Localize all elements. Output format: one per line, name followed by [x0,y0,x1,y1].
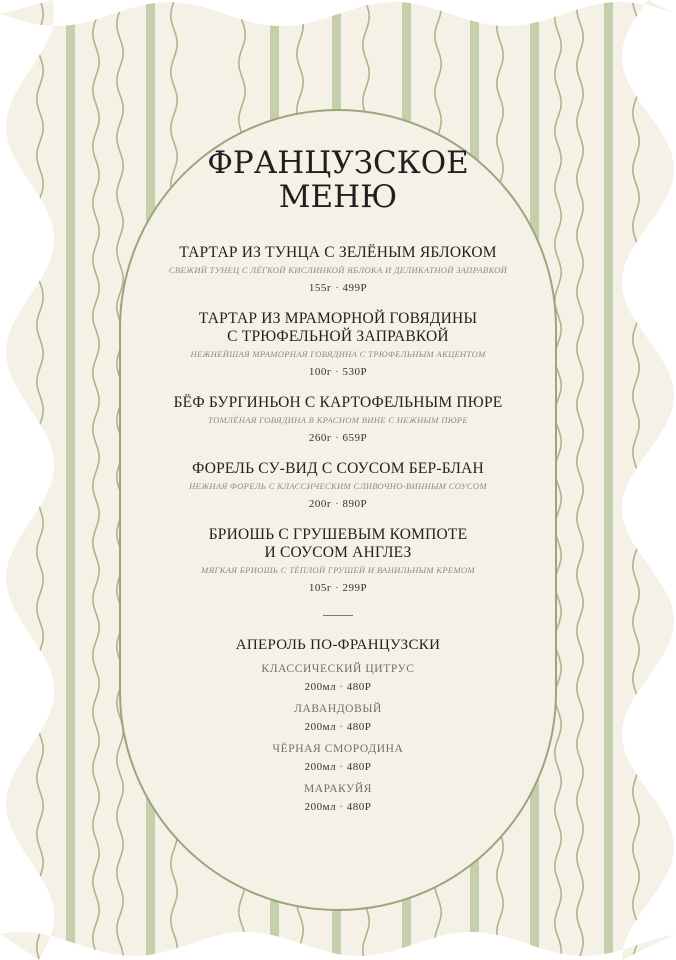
stripe-band [66,0,75,960]
dish-list [120,244,556,595]
meta-separator: · [336,681,347,693]
drink-volume-price [120,800,556,814]
dish-price: 499Р [342,282,368,294]
meta-separator: · [331,282,343,294]
dish-weight-price [120,365,556,379]
menu-panel [120,110,556,910]
dish-description: НЕЖНЕЙШАЯ МРАМОРНАЯ ГОВЯДИНА С ТРЮФЕЛЬНЫМ АКЦЕНТОМ [190,349,486,359]
drink-price: 480Р [346,681,372,693]
dish-name: БРИОШЬ С ГРУШЕВЫМ КОМПОТЕ И СОУСОМ АНГЛЕЗ [208,526,468,561]
dish-weight-price [120,497,556,511]
drink-price: 480Р [346,721,372,733]
dish-weight: 155г [308,282,332,294]
drink-item [120,702,556,734]
meta-separator: · [336,801,347,813]
dish-name: ТАРТАР ИЗ ТУНЦА С ЗЕЛЁНЫМ ЯБЛОКОМ [179,244,497,261]
drink-item [120,662,556,694]
drink-name: ЛАВАНДОВЫЙ [294,703,382,715]
dish-price: 530Р [342,366,368,378]
dish-weight-price [120,281,556,295]
drink-volume: 200мл [304,761,337,773]
dish-description: НЕЖНАЯ ФОРЕЛЬ С КЛАССИЧЕСКИМ СЛИВОЧНО-ВИННЫМ СОУСОМ [189,481,487,491]
drink-name: ЧЁРНАЯ СМОРОДИНА [272,743,404,755]
drink-name: МАРАКУЙЯ [303,783,373,795]
drink-price: 480Р [346,761,372,773]
dish-weight-price [120,581,556,595]
dish-weight: 260г [308,432,332,444]
section-divider [323,615,353,616]
meta-separator: · [331,582,343,594]
dish-weight: 200г [308,498,332,510]
drink-volume: 200мл [304,721,337,733]
menu-title [120,146,556,214]
dish-item [120,394,556,445]
dish-description: СВЕЖИЙ ТУНЕЦ С ЛЁГКОЙ КИСЛИНКОЙ ЯБЛОКА И ДЕЛИКАТНОЙ ЗАПРАВКОЙ [168,265,508,275]
dish-name: ТАРТАР ИЗ МРАМОРНОЙ ГОВЯДИНЫ С ТРЮФЕЛЬНОЙ ЗАПРАВКОЙ [198,310,478,345]
menu-title-line1: ФРАНЦУЗСКОЕ [207,145,469,181]
drink-name: КЛАССИЧЕСКИЙ ЦИТРУС [261,663,415,675]
meta-separator: · [331,498,343,510]
dish-name: БЁФ БУРГИНЬОН С КАРТОФЕЛЬНЫМ ПЮРЕ [173,394,503,411]
meta-separator: · [331,432,343,444]
meta-separator: · [336,761,347,773]
meta-separator: · [331,366,343,378]
dish-description: ТОМЛЁНАЯ ГОВЯДИНА В КРАСНОМ ВИНЕ С НЕЖНЫМ ПЮРЕ [208,415,468,425]
drink-volume: 200мл [304,801,337,813]
drinks-section-title: АПЕРОЛЬ ПО-ФРАНЦУЗСКИ [235,637,441,653]
dish-description: МЯГКАЯ БРИОШЬ С ТЁПЛОЙ ГРУШЕЙ И ВАНИЛЬНЫМ КРЕМОМ [201,565,475,575]
dish-item [120,244,556,295]
dish-price: 659Р [342,432,368,444]
dish-weight: 105г [308,582,332,594]
drink-volume-price [120,680,556,694]
menu-title-line2: МЕНЮ [278,179,398,215]
dish-item [120,460,556,511]
drink-volume-price [120,760,556,774]
dish-name: ФОРЕЛЬ СУ-ВИД С СОУСОМ БЕР-БЛАН [192,460,484,477]
drink-volume: 200мл [304,681,337,693]
drink-item [120,782,556,814]
dish-weight-price [120,431,556,445]
drink-price: 480Р [346,801,372,813]
dish-price: 299Р [342,582,368,594]
drink-list [120,662,556,814]
meta-separator: · [336,721,347,733]
stripe-band [604,0,613,960]
drink-item [120,742,556,774]
dish-price: 890Р [342,498,368,510]
drink-volume-price [120,720,556,734]
dish-item [120,310,556,379]
dish-item [120,526,556,595]
dish-weight: 100г [308,366,332,378]
